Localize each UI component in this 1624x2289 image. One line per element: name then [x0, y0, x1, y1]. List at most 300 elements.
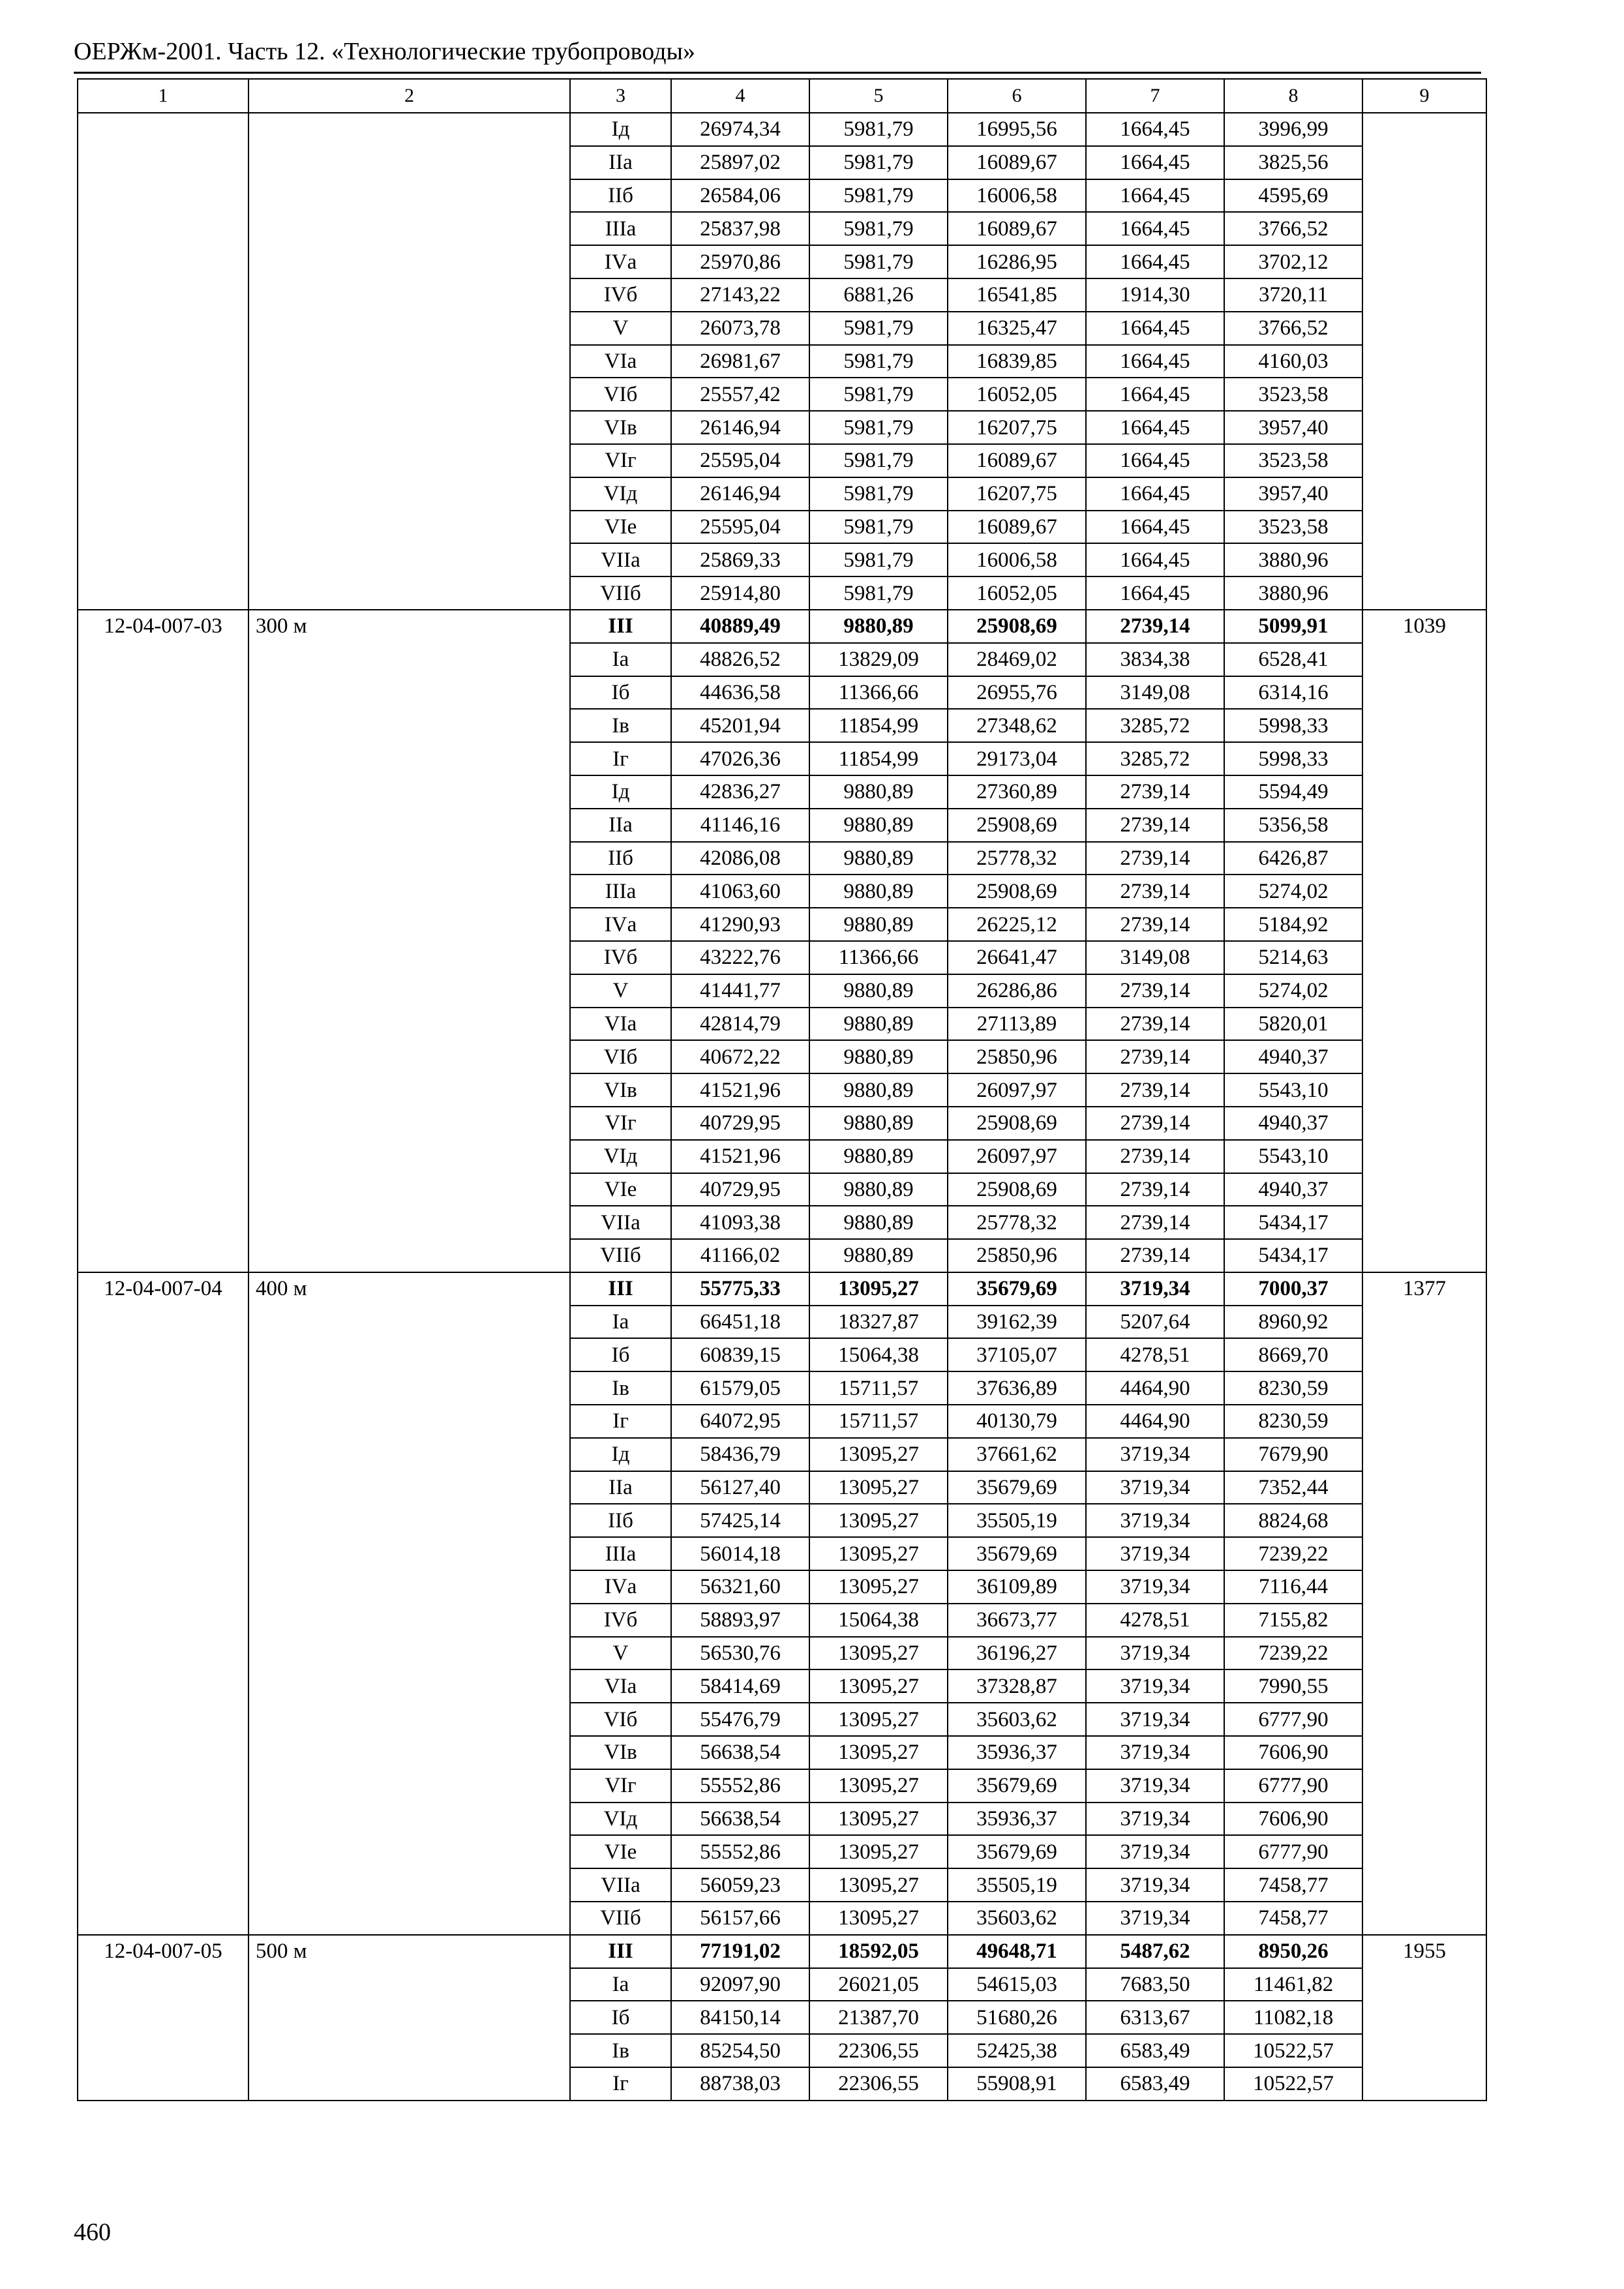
zone-cell: VIд	[570, 477, 671, 511]
column-number-cell: 8	[1224, 79, 1362, 113]
value-col4-cell: 56059,23	[671, 1868, 809, 1902]
column-number-cell: 3	[570, 79, 671, 113]
zone-cell: VIIа	[570, 1206, 671, 1239]
value-col7-cell: 2739,14	[1086, 1206, 1224, 1239]
value-col7-cell: 3719,34	[1086, 1736, 1224, 1769]
zone-cell: IVа	[570, 1570, 671, 1604]
zone-cell: V	[570, 1637, 671, 1670]
value-col4-cell: 48826,52	[671, 643, 809, 676]
zone-cell: VIб	[570, 378, 671, 411]
value-col6-cell: 51680,26	[948, 2001, 1086, 2034]
value-col6-cell: 27360,89	[948, 775, 1086, 809]
value-col6-cell: 25908,69	[948, 809, 1086, 842]
col9-value-cell: 1377	[1362, 1272, 1486, 1935]
table-row	[78, 113, 1486, 146]
value-col6-cell: 26955,76	[948, 676, 1086, 710]
value-col7-cell: 3719,34	[1086, 1835, 1224, 1868]
value-col8-cell: 3957,40	[1224, 411, 1362, 444]
value-col8-cell: 3523,58	[1224, 378, 1362, 411]
value-col8-cell: 10522,57	[1224, 2034, 1362, 2067]
value-col6-cell: 25908,69	[948, 1107, 1086, 1140]
value-col4-cell: 41063,60	[671, 875, 809, 908]
group-summary-row	[78, 1935, 1486, 1968]
value-col6-cell: 16286,95	[948, 245, 1086, 278]
value-col5-cell: 5981,79	[809, 212, 948, 245]
value-col6-cell: 16089,67	[948, 212, 1086, 245]
value-col7-cell: 4278,51	[1086, 1604, 1224, 1637]
value-col4-cell: 26073,78	[671, 312, 809, 345]
value-col4-cell: 58414,69	[671, 1669, 809, 1703]
value-col6-cell: 16995,56	[948, 113, 1086, 146]
value-col4-cell: 41521,96	[671, 1140, 809, 1173]
value-col6-cell: 16325,47	[948, 312, 1086, 345]
value-col8-cell: 5274,02	[1224, 974, 1362, 1008]
value-col5-cell: 13095,27	[809, 1769, 948, 1803]
value-col8-cell: 3880,96	[1224, 543, 1362, 576]
value-col5-cell: 15064,38	[809, 1338, 948, 1371]
value-col4-cell: 41166,02	[671, 1239, 809, 1272]
value-col4-cell: 64072,95	[671, 1405, 809, 1438]
zone-cell: IVа	[570, 245, 671, 278]
value-col6-cell: 26286,86	[948, 974, 1086, 1008]
zone-cell: Iа	[570, 1968, 671, 2001]
value-col5-cell: 5981,79	[809, 179, 948, 213]
zone-cell: IIIа	[570, 1537, 671, 1570]
value-col4-cell: 26146,94	[671, 477, 809, 511]
value-col4-cell: 55552,86	[671, 1769, 809, 1803]
value-col7-cell: 4464,90	[1086, 1405, 1224, 1438]
value-col7-cell: 2739,14	[1086, 1040, 1224, 1073]
blank-code-cell	[78, 113, 248, 610]
value-col8-cell: 3825,56	[1224, 146, 1362, 179]
value-col8-cell: 5434,17	[1224, 1206, 1362, 1239]
value-col5-cell: 9880,89	[809, 842, 948, 875]
value-col4-cell: 84150,14	[671, 2001, 809, 2034]
value-col5-cell: 9880,89	[809, 875, 948, 908]
value-col4-cell: 26146,94	[671, 411, 809, 444]
value-col6-cell: 16089,67	[948, 511, 1086, 544]
value-col5-cell: 9880,89	[809, 809, 948, 842]
value-col6-cell: 55908,91	[948, 2067, 1086, 2101]
value-col6-cell: 28469,02	[948, 643, 1086, 676]
value-col8-cell: 8960,92	[1224, 1306, 1362, 1339]
value-col5-cell: 9880,89	[809, 1073, 948, 1107]
column-number-cell: 5	[809, 79, 948, 113]
zone-cell: III	[570, 610, 671, 643]
value-col4-cell: 42814,79	[671, 1008, 809, 1041]
value-col4-cell: 77191,02	[671, 1935, 809, 1968]
value-col4-cell: 26584,06	[671, 179, 809, 213]
value-col8-cell: 7679,90	[1224, 1438, 1362, 1471]
value-col6-cell: 35505,19	[948, 1868, 1086, 1902]
value-col7-cell: 1664,45	[1086, 576, 1224, 610]
item-name-cell: 500 м	[248, 1935, 570, 2101]
zone-cell: Iд	[570, 775, 671, 809]
value-col5-cell: 5981,79	[809, 378, 948, 411]
zone-cell: Iб	[570, 676, 671, 710]
document-header-title: ОЕРЖм-2001. Часть 12. «Технологические трубопроводы»	[74, 38, 696, 65]
value-col7-cell: 3719,34	[1086, 1902, 1224, 1935]
value-col7-cell: 2739,14	[1086, 610, 1224, 643]
item-code-cell: 12-04-007-04	[78, 1272, 248, 1935]
value-col4-cell: 25914,80	[671, 576, 809, 610]
value-col7-cell: 1664,45	[1086, 378, 1224, 411]
value-col6-cell: 26097,97	[948, 1073, 1086, 1107]
value-col4-cell: 25869,33	[671, 543, 809, 576]
value-col4-cell: 41290,93	[671, 908, 809, 941]
zone-cell: VIв	[570, 411, 671, 444]
value-col7-cell: 3719,34	[1086, 1471, 1224, 1504]
value-col7-cell: 3719,34	[1086, 1504, 1224, 1537]
value-col6-cell: 25908,69	[948, 610, 1086, 643]
value-col8-cell: 6314,16	[1224, 676, 1362, 710]
col9-value-cell: 1039	[1362, 610, 1486, 1272]
value-col5-cell: 26021,05	[809, 1968, 948, 2001]
page-number: 460	[74, 2219, 111, 2246]
value-col5-cell: 9880,89	[809, 1008, 948, 1041]
value-col7-cell: 3719,34	[1086, 1803, 1224, 1836]
zone-cell: Iд	[570, 1438, 671, 1471]
value-col8-cell: 7155,82	[1224, 1604, 1362, 1637]
value-col4-cell: 40672,22	[671, 1040, 809, 1073]
item-code-cell: 12-04-007-05	[78, 1935, 248, 2101]
value-col7-cell: 6583,49	[1086, 2067, 1224, 2101]
value-col7-cell: 2739,14	[1086, 1107, 1224, 1140]
value-col7-cell: 1664,45	[1086, 312, 1224, 345]
zone-cell: IIа	[570, 809, 671, 842]
value-col4-cell: 40729,95	[671, 1173, 809, 1206]
value-col7-cell: 2739,14	[1086, 1008, 1224, 1041]
column-number-cell: 6	[948, 79, 1086, 113]
value-col5-cell: 15064,38	[809, 1604, 948, 1637]
value-col4-cell: 61579,05	[671, 1371, 809, 1405]
value-col5-cell: 13095,27	[809, 1438, 948, 1471]
value-col7-cell: 1664,45	[1086, 477, 1224, 511]
value-col8-cell: 5099,91	[1224, 610, 1362, 643]
zone-cell: IIб	[570, 179, 671, 213]
value-col8-cell: 10522,57	[1224, 2067, 1362, 2101]
zone-cell: Iд	[570, 113, 671, 146]
value-col7-cell: 3719,34	[1086, 1769, 1224, 1803]
value-col8-cell: 8230,59	[1224, 1405, 1362, 1438]
zone-cell: IVб	[570, 1604, 671, 1637]
value-col4-cell: 56014,18	[671, 1537, 809, 1570]
value-col5-cell: 13829,09	[809, 643, 948, 676]
value-col8-cell: 4940,37	[1224, 1040, 1362, 1073]
value-col6-cell: 25908,69	[948, 875, 1086, 908]
value-col5-cell: 5981,79	[809, 345, 948, 378]
value-col6-cell: 37105,07	[948, 1338, 1086, 1371]
value-col7-cell: 1664,45	[1086, 345, 1224, 378]
item-code-cell: 12-04-007-03	[78, 610, 248, 1272]
value-col8-cell: 8230,59	[1224, 1371, 1362, 1405]
price-table	[77, 78, 1487, 2101]
value-col8-cell: 3523,58	[1224, 444, 1362, 477]
value-col6-cell: 35679,69	[948, 1537, 1086, 1570]
value-col6-cell: 49648,71	[948, 1935, 1086, 1968]
value-col8-cell: 5594,49	[1224, 775, 1362, 809]
zone-cell: VIа	[570, 345, 671, 378]
value-col5-cell: 13095,27	[809, 1835, 948, 1868]
value-col8-cell: 4940,37	[1224, 1173, 1362, 1206]
value-col4-cell: 85254,50	[671, 2034, 809, 2067]
value-col5-cell: 9880,89	[809, 1140, 948, 1173]
value-col4-cell: 40889,49	[671, 610, 809, 643]
value-col4-cell: 56127,40	[671, 1471, 809, 1504]
zone-cell: VIб	[570, 1703, 671, 1736]
value-col5-cell: 11854,99	[809, 709, 948, 742]
column-number-row	[78, 79, 1486, 113]
value-col7-cell: 3834,38	[1086, 643, 1224, 676]
zone-cell: Iб	[570, 2001, 671, 2034]
value-col5-cell: 13095,27	[809, 1736, 948, 1769]
value-col8-cell: 6426,87	[1224, 842, 1362, 875]
value-col8-cell: 5543,10	[1224, 1073, 1362, 1107]
value-col8-cell: 11082,18	[1224, 2001, 1362, 2034]
value-col6-cell: 26641,47	[948, 941, 1086, 974]
value-col6-cell: 37328,87	[948, 1669, 1086, 1703]
value-col5-cell: 5981,79	[809, 511, 948, 544]
value-col8-cell: 7116,44	[1224, 1570, 1362, 1604]
value-col7-cell: 3149,08	[1086, 941, 1224, 974]
value-col4-cell: 56530,76	[671, 1637, 809, 1670]
value-col8-cell: 5184,92	[1224, 908, 1362, 941]
value-col7-cell: 3285,72	[1086, 709, 1224, 742]
value-col5-cell: 18592,05	[809, 1935, 948, 1968]
zone-cell: Iв	[570, 2034, 671, 2067]
value-col6-cell: 36673,77	[948, 1604, 1086, 1637]
value-col8-cell: 3957,40	[1224, 477, 1362, 511]
zone-cell: IIIа	[570, 875, 671, 908]
zone-cell: IVб	[570, 278, 671, 312]
value-col5-cell: 5981,79	[809, 576, 948, 610]
value-col7-cell: 1664,45	[1086, 245, 1224, 278]
value-col5-cell: 13095,27	[809, 1570, 948, 1604]
value-col6-cell: 35679,69	[948, 1272, 1086, 1306]
value-col4-cell: 57425,14	[671, 1504, 809, 1537]
value-col4-cell: 41521,96	[671, 1073, 809, 1107]
value-col4-cell: 41093,38	[671, 1206, 809, 1239]
value-col6-cell: 35936,37	[948, 1736, 1086, 1769]
zone-cell: VIв	[570, 1736, 671, 1769]
value-col5-cell: 9880,89	[809, 908, 948, 941]
zone-cell: VIе	[570, 511, 671, 544]
value-col8-cell: 3766,52	[1224, 212, 1362, 245]
value-col4-cell: 25557,42	[671, 378, 809, 411]
value-col6-cell: 26097,97	[948, 1140, 1086, 1173]
value-col4-cell: 25837,98	[671, 212, 809, 245]
value-col5-cell: 13095,27	[809, 1504, 948, 1537]
value-col5-cell: 11366,66	[809, 676, 948, 710]
value-col7-cell: 1664,45	[1086, 444, 1224, 477]
value-col8-cell: 8824,68	[1224, 1504, 1362, 1537]
zone-cell: Iг	[570, 2067, 671, 2101]
zone-cell: VIIб	[570, 1902, 671, 1935]
value-col6-cell: 16006,58	[948, 543, 1086, 576]
value-col6-cell: 25778,32	[948, 842, 1086, 875]
zone-cell: VIIб	[570, 1239, 671, 1272]
value-col5-cell: 9880,89	[809, 775, 948, 809]
value-col6-cell: 25908,69	[948, 1173, 1086, 1206]
value-col7-cell: 3285,72	[1086, 742, 1224, 775]
zone-cell: VIIа	[570, 1868, 671, 1902]
value-col5-cell: 9880,89	[809, 1206, 948, 1239]
blank-name-cell	[248, 113, 570, 610]
value-col7-cell: 5207,64	[1086, 1306, 1224, 1339]
price-table-body	[78, 79, 1486, 2101]
value-col5-cell: 9880,89	[809, 974, 948, 1008]
item-name-cell: 400 м	[248, 1272, 570, 1935]
value-col7-cell: 4464,90	[1086, 1371, 1224, 1405]
value-col7-cell: 2739,14	[1086, 1239, 1224, 1272]
zone-cell: VIв	[570, 1073, 671, 1107]
value-col7-cell: 1664,45	[1086, 411, 1224, 444]
value-col5-cell: 5981,79	[809, 411, 948, 444]
value-col6-cell: 35936,37	[948, 1803, 1086, 1836]
value-col7-cell: 2739,14	[1086, 875, 1224, 908]
value-col6-cell: 25850,96	[948, 1239, 1086, 1272]
value-col7-cell: 2739,14	[1086, 809, 1224, 842]
value-col5-cell: 13095,27	[809, 1703, 948, 1736]
zone-cell: Iг	[570, 1405, 671, 1438]
value-col4-cell: 60839,15	[671, 1338, 809, 1371]
value-col8-cell: 5214,63	[1224, 941, 1362, 974]
value-col6-cell: 16052,05	[948, 576, 1086, 610]
value-col8-cell: 6777,90	[1224, 1769, 1362, 1803]
value-col4-cell: 40729,95	[671, 1107, 809, 1140]
value-col7-cell: 2739,14	[1086, 1073, 1224, 1107]
value-col5-cell: 13095,27	[809, 1868, 948, 1902]
value-col7-cell: 3149,08	[1086, 676, 1224, 710]
zone-cell: VIг	[570, 1107, 671, 1140]
value-col5-cell: 21387,70	[809, 2001, 948, 2034]
value-col5-cell: 18327,87	[809, 1306, 948, 1339]
zone-cell: V	[570, 974, 671, 1008]
value-col7-cell: 1664,45	[1086, 543, 1224, 576]
value-col5-cell: 5981,79	[809, 543, 948, 576]
value-col7-cell: 3719,34	[1086, 1537, 1224, 1570]
value-col6-cell: 52425,38	[948, 2034, 1086, 2067]
column-number-cell: 9	[1362, 79, 1486, 113]
zone-cell: IIа	[570, 1471, 671, 1504]
value-col7-cell: 1664,45	[1086, 146, 1224, 179]
value-col4-cell: 43222,76	[671, 941, 809, 974]
value-col7-cell: 2739,14	[1086, 775, 1224, 809]
value-col7-cell: 3719,34	[1086, 1669, 1224, 1703]
value-col7-cell: 1664,45	[1086, 113, 1224, 146]
zone-cell: VIIа	[570, 543, 671, 576]
value-col6-cell: 36109,89	[948, 1570, 1086, 1604]
value-col8-cell: 7458,77	[1224, 1902, 1362, 1935]
value-col7-cell: 4278,51	[1086, 1338, 1224, 1371]
value-col8-cell: 4160,03	[1224, 345, 1362, 378]
zone-cell: IVб	[570, 941, 671, 974]
value-col8-cell: 5434,17	[1224, 1239, 1362, 1272]
value-col5-cell: 5981,79	[809, 312, 948, 345]
value-col4-cell: 92097,90	[671, 1968, 809, 2001]
value-col6-cell: 35603,62	[948, 1902, 1086, 1935]
value-col6-cell: 35679,69	[948, 1835, 1086, 1868]
value-col8-cell: 3996,99	[1224, 113, 1362, 146]
value-col4-cell: 45201,94	[671, 709, 809, 742]
zone-cell: IIа	[570, 146, 671, 179]
zone-cell: IVа	[570, 908, 671, 941]
value-col7-cell: 6313,67	[1086, 2001, 1224, 2034]
value-col6-cell: 36196,27	[948, 1637, 1086, 1670]
value-col5-cell: 13095,27	[809, 1471, 948, 1504]
value-col8-cell: 5356,58	[1224, 809, 1362, 842]
value-col5-cell: 15711,57	[809, 1371, 948, 1405]
zone-cell: VIд	[570, 1140, 671, 1173]
value-col4-cell: 66451,18	[671, 1306, 809, 1339]
value-col4-cell: 56157,66	[671, 1902, 809, 1935]
value-col5-cell: 9880,89	[809, 610, 948, 643]
value-col8-cell: 3720,11	[1224, 278, 1362, 312]
value-col4-cell: 41441,77	[671, 974, 809, 1008]
zone-cell: Iа	[570, 1306, 671, 1339]
value-col4-cell: 25595,04	[671, 444, 809, 477]
value-col4-cell: 42836,27	[671, 775, 809, 809]
zone-cell: IIб	[570, 842, 671, 875]
header-divider	[74, 72, 1481, 74]
value-col6-cell: 16207,75	[948, 411, 1086, 444]
value-col4-cell: 25897,02	[671, 146, 809, 179]
value-col7-cell: 6583,49	[1086, 2034, 1224, 2067]
value-col5-cell: 5981,79	[809, 477, 948, 511]
value-col8-cell: 3766,52	[1224, 312, 1362, 345]
value-col7-cell: 3719,34	[1086, 1703, 1224, 1736]
value-col8-cell: 3523,58	[1224, 511, 1362, 544]
value-col6-cell: 35679,69	[948, 1769, 1086, 1803]
value-col6-cell: 35505,19	[948, 1504, 1086, 1537]
value-col5-cell: 5981,79	[809, 245, 948, 278]
value-col5-cell: 9880,89	[809, 1107, 948, 1140]
value-col5-cell: 13095,27	[809, 1272, 948, 1306]
zone-cell: VIа	[570, 1008, 671, 1041]
value-col4-cell: 41146,16	[671, 809, 809, 842]
value-col6-cell: 35679,69	[948, 1471, 1086, 1504]
value-col7-cell: 5487,62	[1086, 1935, 1224, 1968]
value-col6-cell: 16839,85	[948, 345, 1086, 378]
value-col7-cell: 1664,45	[1086, 511, 1224, 544]
value-col5-cell: 13095,27	[809, 1902, 948, 1935]
value-col7-cell: 3719,34	[1086, 1272, 1224, 1306]
value-col5-cell: 11854,99	[809, 742, 948, 775]
col9-value-cell: 1955	[1362, 1935, 1486, 2101]
value-col7-cell: 2739,14	[1086, 974, 1224, 1008]
value-col7-cell: 3719,34	[1086, 1570, 1224, 1604]
value-col4-cell: 88738,03	[671, 2067, 809, 2101]
value-col4-cell: 47026,36	[671, 742, 809, 775]
value-col7-cell: 1664,45	[1086, 212, 1224, 245]
value-col5-cell: 9880,89	[809, 1239, 948, 1272]
value-col7-cell: 3719,34	[1086, 1637, 1224, 1670]
value-col4-cell: 26974,34	[671, 113, 809, 146]
value-col5-cell: 13095,27	[809, 1669, 948, 1703]
value-col7-cell: 1914,30	[1086, 278, 1224, 312]
zone-cell: Iб	[570, 1338, 671, 1371]
value-col5-cell: 5981,79	[809, 146, 948, 179]
value-col5-cell: 22306,55	[809, 2034, 948, 2067]
zone-cell: IIIа	[570, 212, 671, 245]
zone-cell: Iв	[570, 1371, 671, 1405]
value-col5-cell: 13095,27	[809, 1537, 948, 1570]
zone-cell: VIб	[570, 1040, 671, 1073]
value-col8-cell: 7458,77	[1224, 1868, 1362, 1902]
value-col5-cell: 9880,89	[809, 1040, 948, 1073]
value-col6-cell: 26225,12	[948, 908, 1086, 941]
column-number-cell: 7	[1086, 79, 1224, 113]
